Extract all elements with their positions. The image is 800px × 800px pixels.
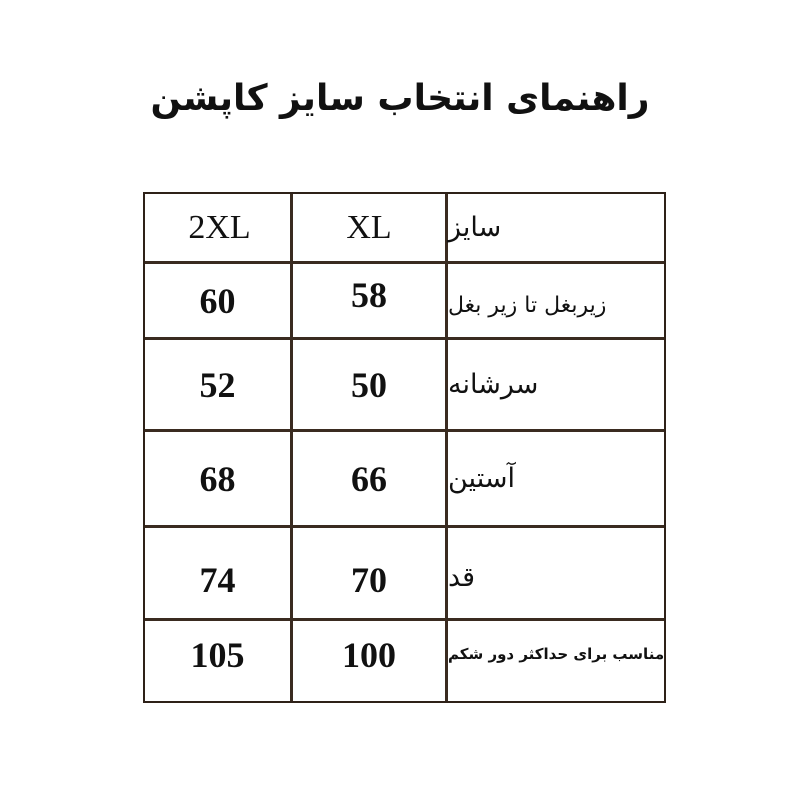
page-title: راهنمای انتخاب سایز کاپشن <box>150 78 650 119</box>
row-shoulder-2xl: 52 <box>199 364 236 405</box>
row-armpit-xl: 58 <box>351 275 387 315</box>
row-sleeve-xl: 66 <box>351 458 387 499</box>
row-sleeve-2xl: 68 <box>199 458 236 499</box>
row-armpit-2xl: 60 <box>199 280 236 321</box>
header-xl: XL <box>346 208 392 246</box>
row-shoulder-label: سرشانه <box>448 369 539 400</box>
row-waist-label: مناسب برای حداکثر دور شکم <box>448 645 665 663</box>
header-2xl: 2XL <box>188 208 251 246</box>
row-length-2xl: 74 <box>199 560 236 600</box>
row-waist-xl: 100 <box>342 635 396 675</box>
row-length-label: قد <box>448 561 476 593</box>
row-length-xl: 70 <box>351 560 387 600</box>
row-waist-2xl: 105 <box>190 635 245 675</box>
row-shoulder-xl: 50 <box>351 364 387 405</box>
header-size-label: سایز <box>448 212 502 243</box>
row-sleeve-label: آستین <box>448 463 515 494</box>
row-armpit-label: زیربغل تا زیر بغل <box>448 293 607 318</box>
size-guide-table <box>143 192 666 703</box>
